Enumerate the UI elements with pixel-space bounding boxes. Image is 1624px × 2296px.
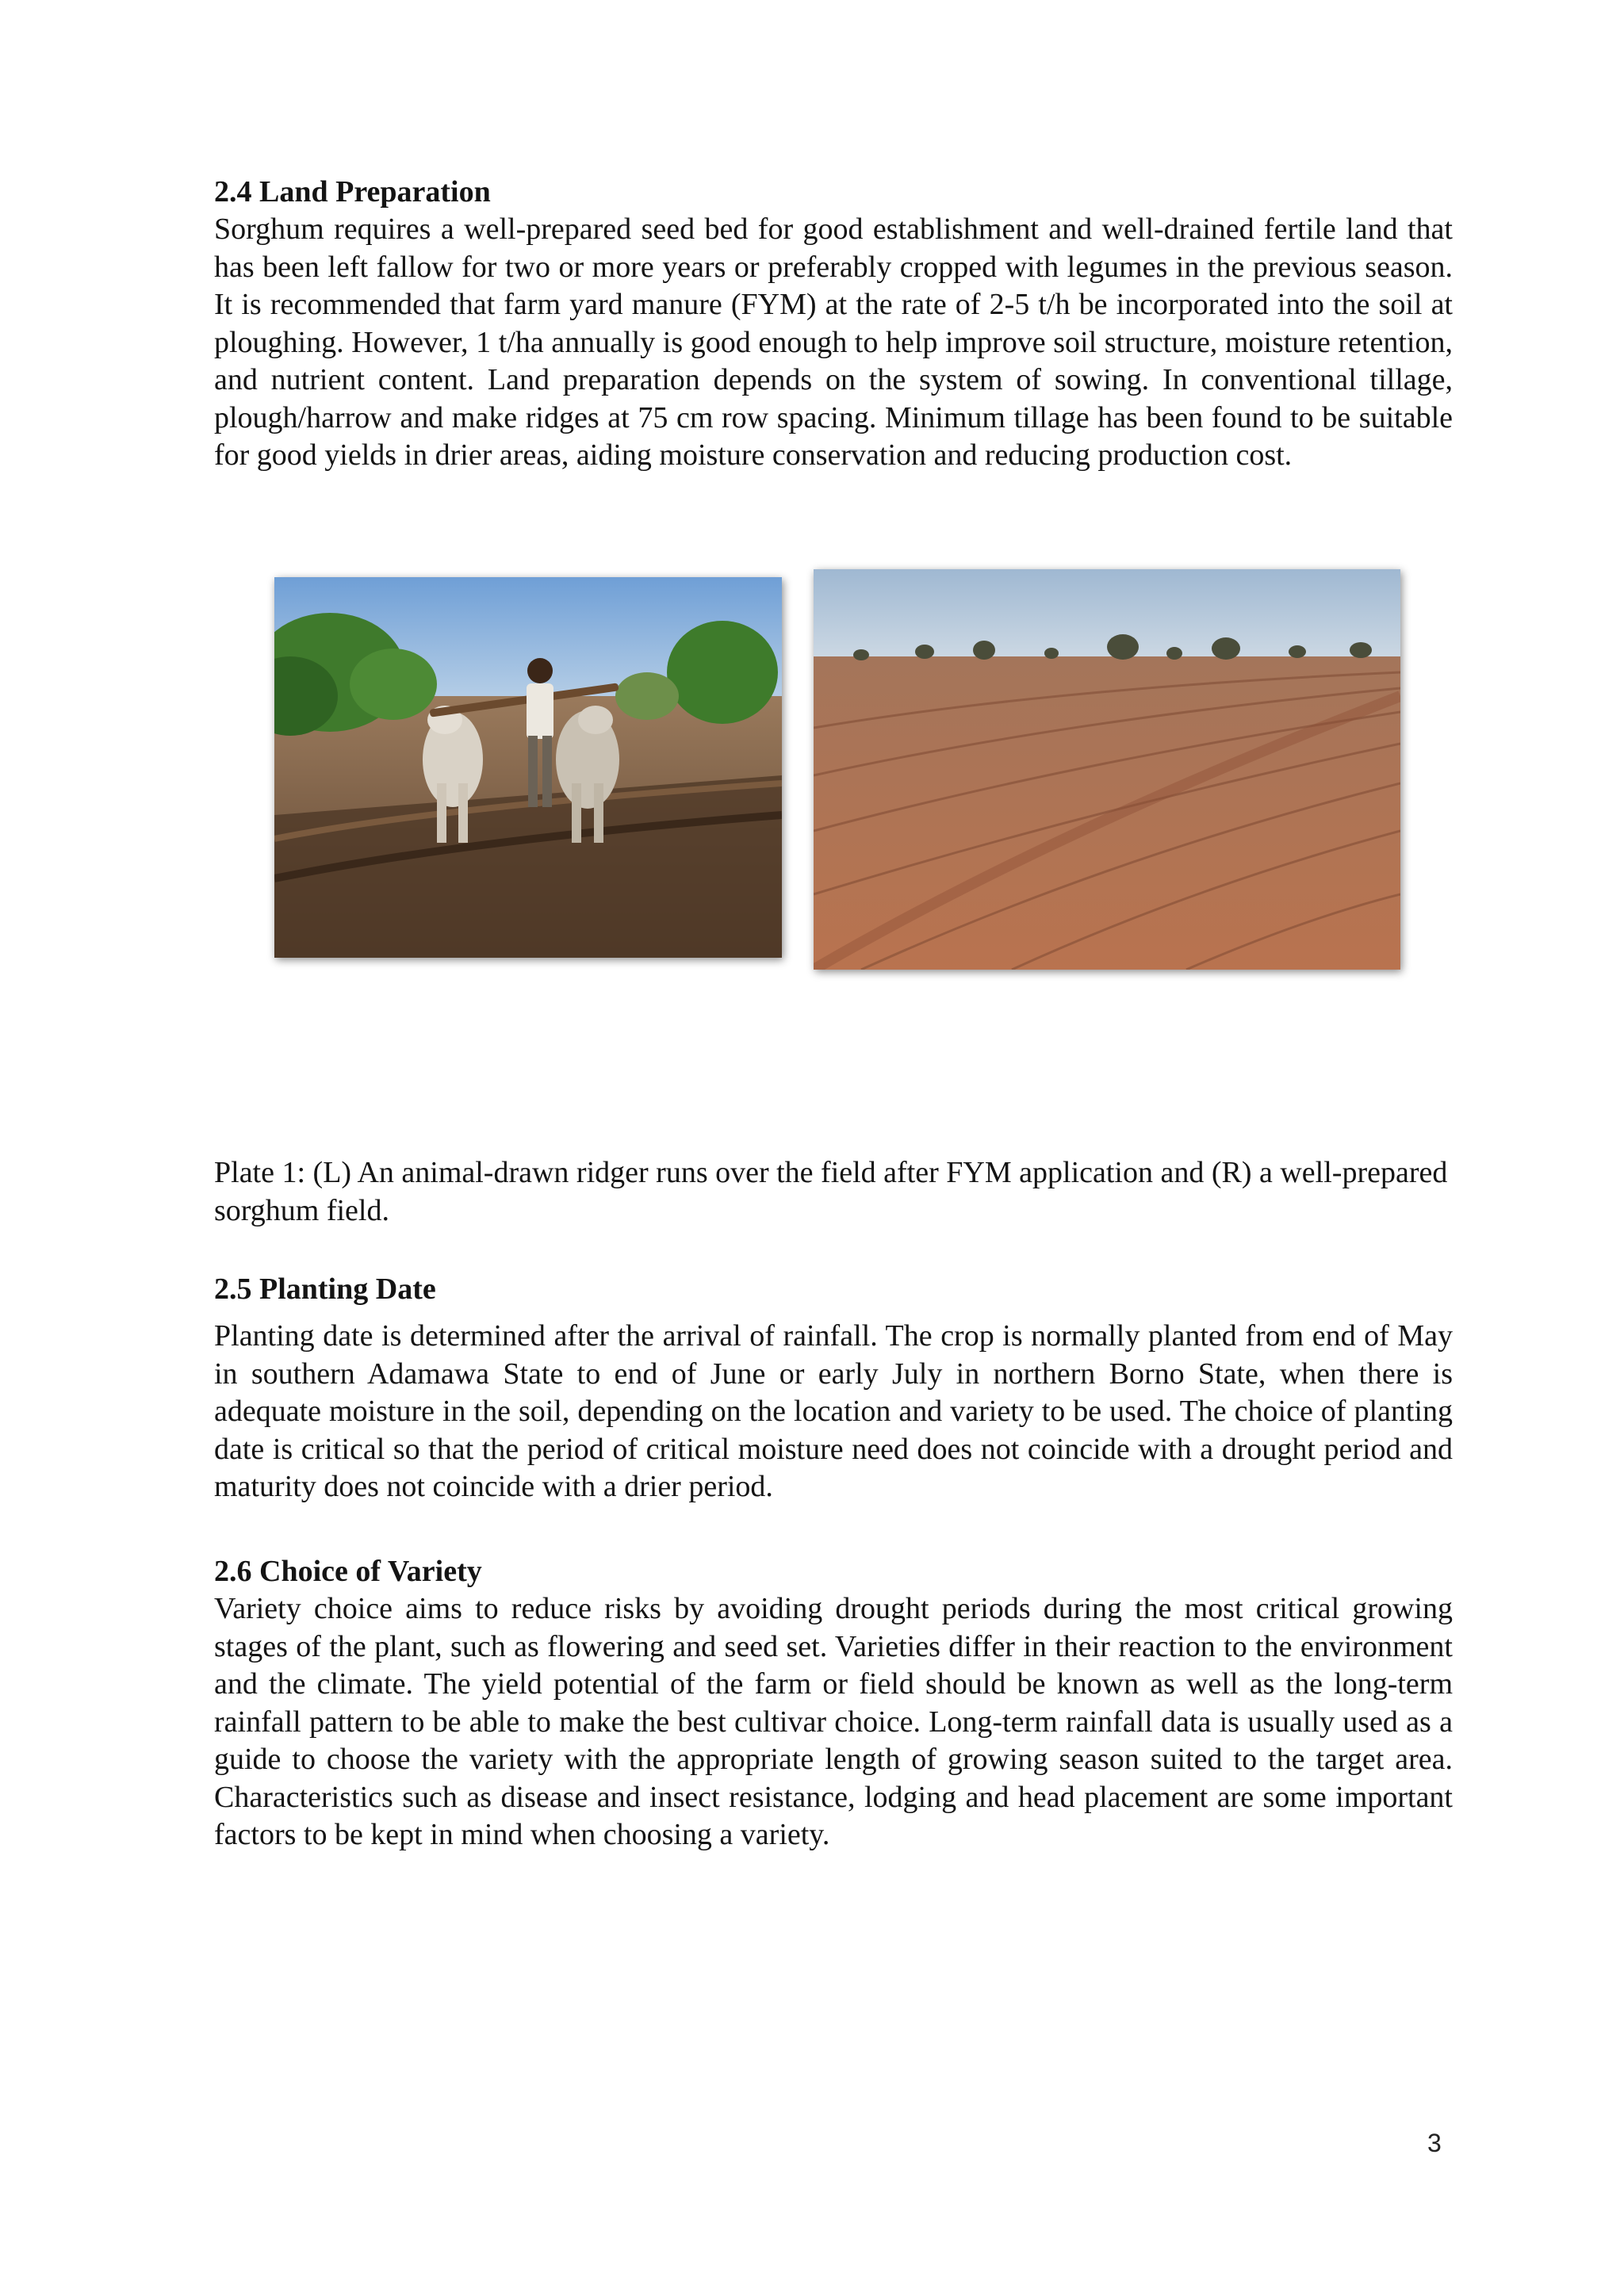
photo-animal-drawn-ridger [274, 577, 782, 958]
page-number: 3 [1427, 2129, 1442, 2157]
section-choice-of-variety [214, 1552, 1453, 1854]
section-heading: 2.6 Choice of Variety [214, 1555, 482, 1588]
section-land-preparation [214, 173, 1453, 475]
plate-caption: Plate 1: (L) An animal-drawn ridger runs over the field after FYM application and (R) a well-prepared sorghum field. [214, 1156, 1448, 1227]
section-heading: 2.5 Planting Date [214, 1272, 436, 1306]
plate-figure [274, 569, 1416, 1152]
photo-prepared-sorghum-field [814, 569, 1400, 970]
section-planting-date [214, 1270, 1453, 1506]
section-heading: 2.4 Land Preparation [214, 175, 491, 209]
section-body: Variety choice aims to reduce risks by avoiding drought periods during the most critical growing stages of the plant, such as flowering and seed set. Varieties differ in their reaction to the environment and the climate. The yield potential of the farm or field should be known as well as the long-term rainfall pattern to be able to make the best cultivar choice. Long-term rainfall data is usually used as a guide to choose the variety with the appropriate length of growing season suited to the target area. Characteristics such as disease and insect resistance, lodging and head placement are some important factors to be kept in mind when choosing a variety. [214, 1592, 1453, 1851]
section-body: Sorghum requires a well-prepared seed bed for good establishment and well-drained fertile land that has been left fallow for two or more years or preferably cropped with legumes in the previous season. It is recommended that farm yard manure (FYM) at the rate of 2-5 t/h be incorporated into the soil at ploughing. However, 1 t/ha annually is good enough to help improve soil structure, moisture retention, and nutrient content. Land preparation depends on the system of sowing. In conventional tillage, plough/harrow and make ridges at 75 cm row spacing. Minimum tillage has been found to be suitable for good yields in drier areas, aiding moisture conservation and reducing production cost. [214, 212, 1453, 472]
section-body: Planting date is determined after the arrival of rainfall. The crop is normally planted from end of May in southern Adamawa State to end of June or early July in northern Borno State, when there is adequate moisture in the soil, depending on the location and variety to be used. The choice of planting date is critical so that the period of critical moisture need does not coincide with a drought period and maturity does not coincide with a drier period. [214, 1319, 1453, 1503]
